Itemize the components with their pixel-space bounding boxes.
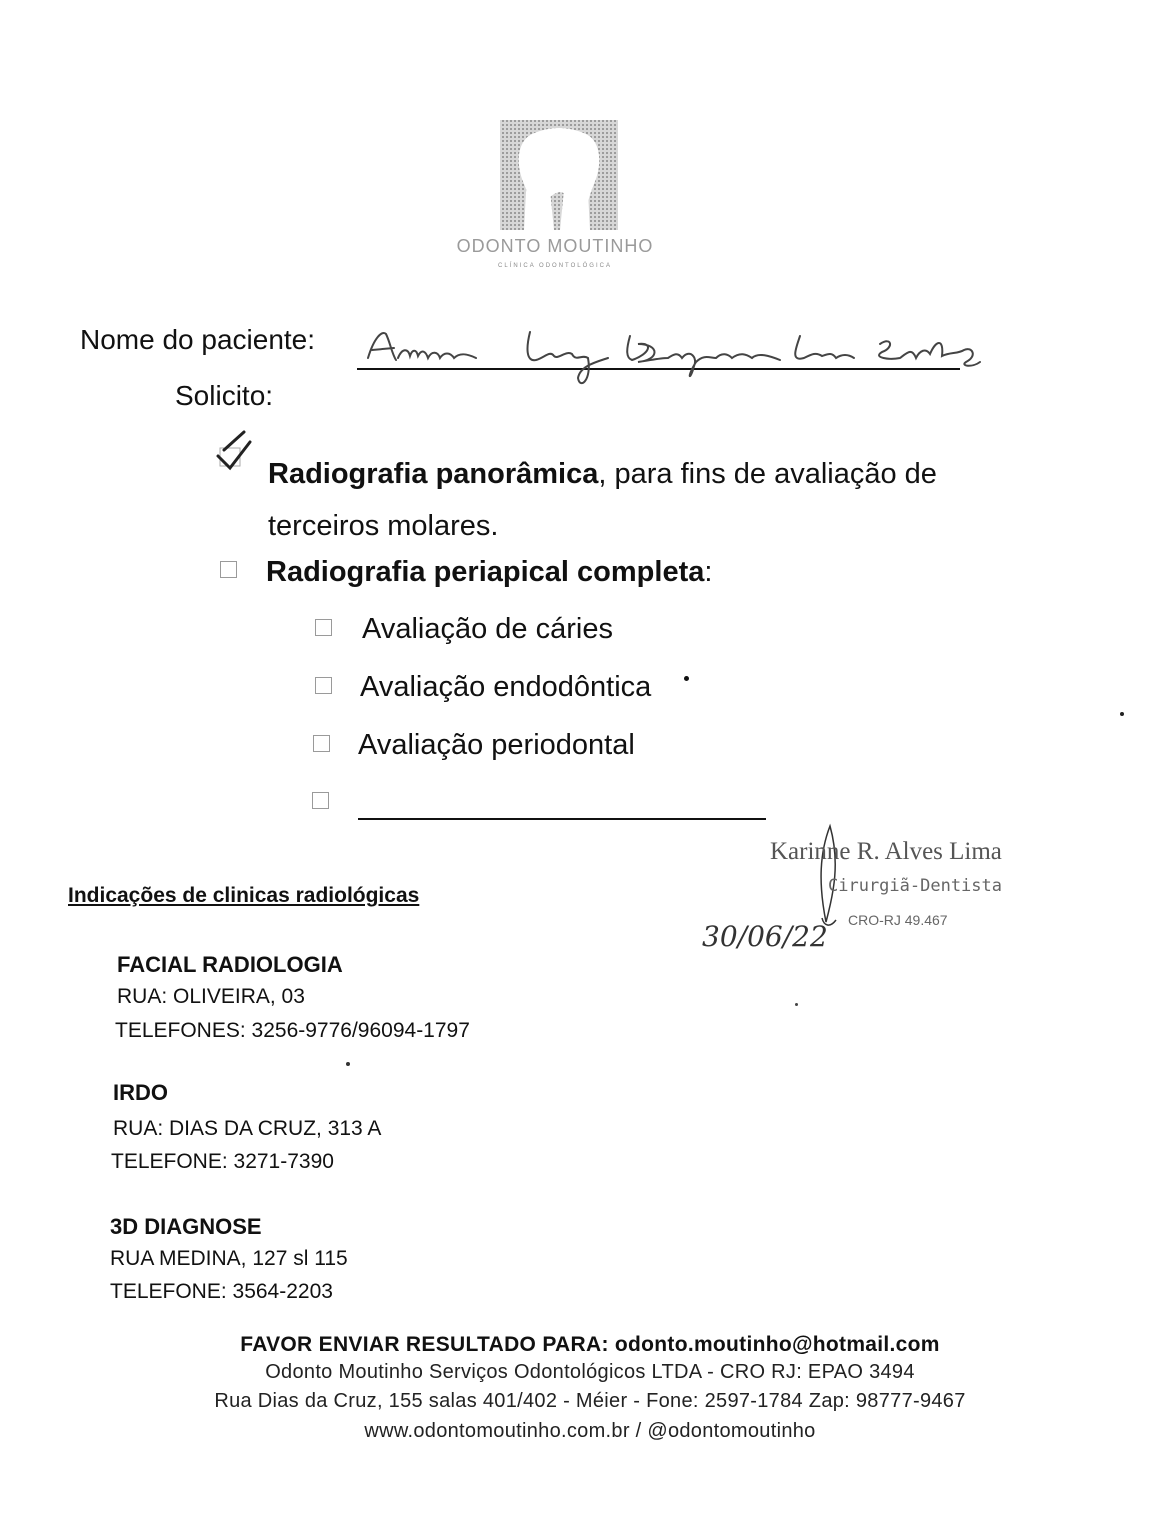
stamp-dentist-name: Karinne R. Alves Lima <box>770 838 1002 865</box>
option-panoramic <box>268 448 1028 552</box>
other-checkbox[interactable] <box>312 792 329 809</box>
scan-speck <box>684 676 689 681</box>
footer-website: www.odontomoutinho.com.br / @odontomoutinho <box>364 1420 816 1442</box>
option-periapical-suffix: : <box>704 556 713 588</box>
periodontal-label: Avaliação periodontal <box>358 729 635 761</box>
clinic-phone: TELEFONE: 3271-7390 <box>111 1150 334 1173</box>
endodontic-label: Avaliação endodôntica <box>360 671 652 703</box>
caries-checkbox[interactable] <box>315 619 332 636</box>
option-panoramic-description: , para fins de avaliação de terceiros molares. <box>268 458 937 542</box>
clinic-name: 3D DIAGNOSE <box>110 1214 262 1239</box>
request-label: Solicito: <box>175 380 274 411</box>
footer-send-results: FAVOR ENVIAR RESULTADO PARA: odonto.moutinho@hotmail.com <box>240 1333 940 1356</box>
option-panoramic-title: Radiografia panorâmica <box>268 458 599 490</box>
patient-name-label: Nome do paciente: <box>80 324 316 355</box>
option-periapical <box>266 558 712 587</box>
clinic-address: RUA: OLIVEIRA, 03 <box>117 985 305 1008</box>
endodontic-checkbox[interactable] <box>315 677 332 694</box>
scan-speck <box>1120 712 1124 716</box>
scan-speck <box>346 1062 350 1066</box>
clinics-heading: Indicações de clinicas radiológicas <box>68 884 420 907</box>
tooth-logo-icon <box>490 112 628 240</box>
clinic-name: FACIAL RADIOLOGIA <box>117 952 343 977</box>
clinic-phone: TELEFONE: 3564-2203 <box>110 1280 333 1303</box>
other-blank-line[interactable] <box>358 818 766 820</box>
option-periapical-checkbox[interactable] <box>220 561 237 578</box>
footer-company: Odonto Moutinho Serviços Odontológicos LTDA - CRO RJ: EPAO 3494 <box>265 1361 915 1383</box>
brand-name: ODONTO MOUTINHO <box>456 236 654 256</box>
stamp-dentist-title: Cirurgiã-Dentista <box>828 876 1002 896</box>
clinic-phone: TELEFONES: 3256-9776/96094-1797 <box>115 1019 470 1042</box>
scan-speck <box>795 1003 798 1006</box>
brand-tagline: CLÍNICA ODONTOLÓGICA <box>498 263 612 269</box>
footer-address: Rua Dias da Cruz, 155 salas 401/402 - Méier - Fone: 2597-1784 Zap: 98777-9467 <box>214 1390 966 1412</box>
option-periapical-title: Radiografia periapical completa <box>266 556 705 588</box>
clinic-name: IRDO <box>113 1080 168 1105</box>
clinic-address: RUA: DIAS DA CRUZ, 313 A <box>113 1117 382 1140</box>
handwritten-patient-name <box>360 318 990 398</box>
handwritten-date: 30/06/22 <box>702 920 828 953</box>
clinic-address: RUA MEDINA, 127 sl 115 <box>110 1247 348 1270</box>
stamp-cro-number: CRO-RJ 49.467 <box>848 912 948 928</box>
handwritten-checkmark-icon[interactable] <box>214 428 254 472</box>
caries-label: Avaliação de cáries <box>362 613 613 645</box>
periodontal-checkbox[interactable] <box>313 735 330 752</box>
